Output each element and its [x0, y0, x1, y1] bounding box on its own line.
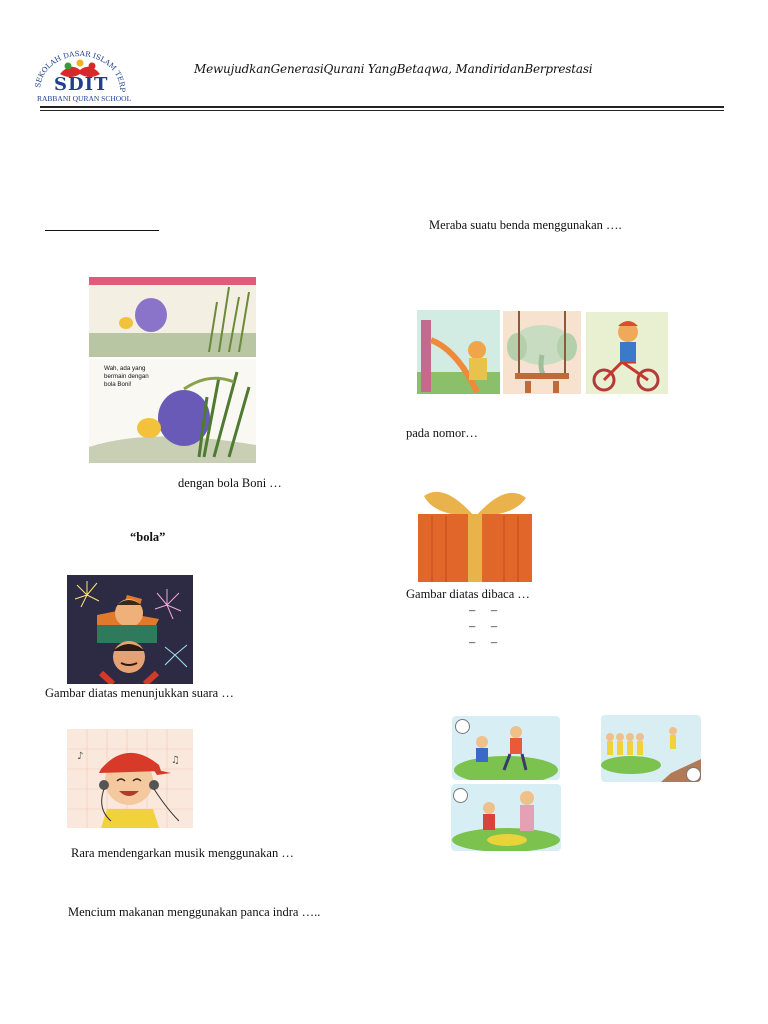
svg-text:♪: ♪: [77, 751, 84, 762]
bicycle-illustration: [586, 312, 668, 394]
header-rule-thin: [40, 110, 724, 111]
question-bola-boni: dengan bola Boni …: [178, 476, 282, 490]
girl-music-illustration: [67, 729, 193, 828]
question-suara: Gambar diatas menunjukkan suara …: [45, 686, 234, 700]
elephant-swing-illustration: [503, 311, 581, 394]
name-blank-line: [45, 230, 159, 231]
answer-circle-1[interactable]: [455, 719, 470, 734]
svg-text:♫: ♫: [171, 755, 180, 766]
question-dibaca: Gambar diatas dibaca …: [406, 587, 530, 601]
question-musik: Rara mendengarkan musik menggunakan …: [71, 846, 294, 860]
question-meraba: Meraba suatu benda menggunakan ….: [429, 218, 622, 232]
question-cium: Mencium makanan menggunakan panca indra …..: [68, 905, 321, 919]
slide-illustration: [417, 310, 500, 394]
dash-row-3: – –: [469, 635, 498, 649]
dash-row-1: – –: [469, 603, 498, 617]
school-motto: MewujudkanGenerasiQurani YangBetaqwa, MandiridanBerprestasi: [194, 62, 593, 76]
fireworks-illustration: [67, 575, 193, 684]
gift-box-illustration: [414, 486, 536, 582]
logo-title: SDIT: [54, 74, 109, 95]
book-caption: Wah, ada yang bermain dengan bola Boni!: [104, 365, 149, 388]
answer-circle-3[interactable]: [453, 788, 468, 803]
logo-subtitle: RABBANI QURAN SCHOOL: [37, 94, 132, 103]
question-nomor: pada nomor…: [406, 426, 478, 440]
answer-circle-2[interactable]: [686, 767, 701, 782]
header-rule: [40, 106, 724, 108]
dash-row-2: – –: [469, 619, 498, 633]
logo-arc-text: SEKOLAH DASAR ISLAM TERP: [33, 48, 128, 92]
question-word-bola: “bola”: [130, 530, 166, 544]
